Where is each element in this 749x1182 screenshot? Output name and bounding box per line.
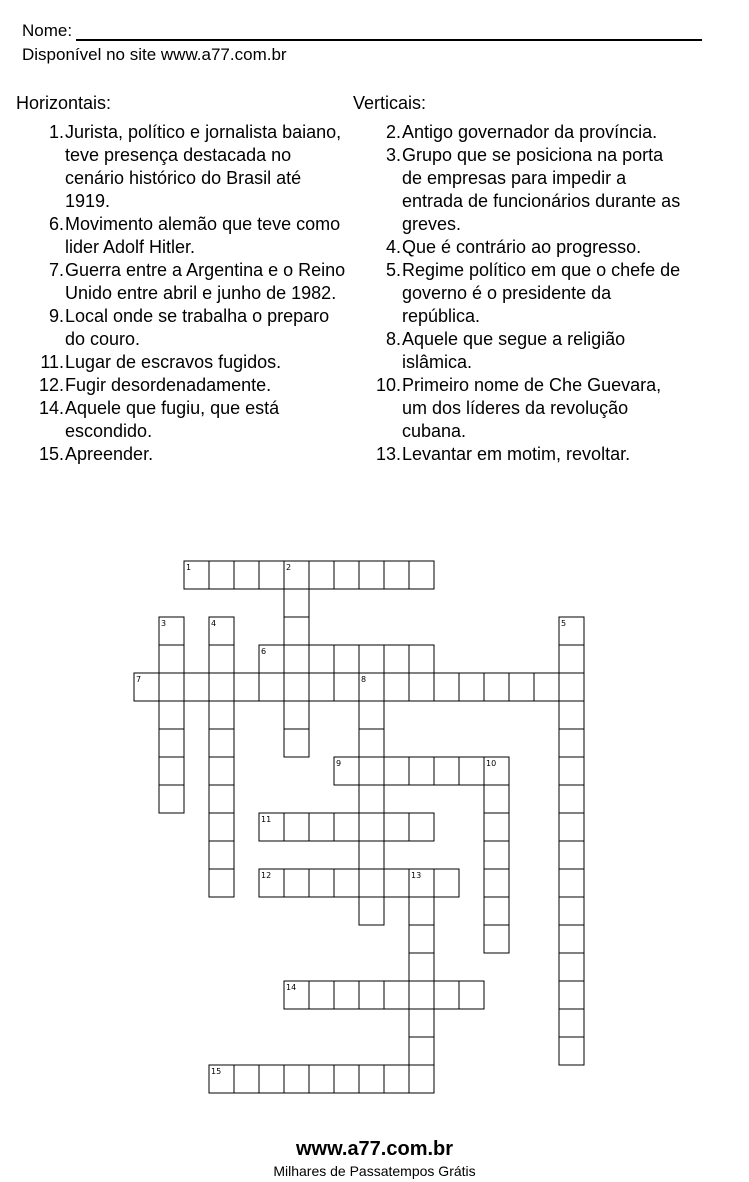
clue-number: 5. bbox=[385, 260, 401, 280]
grid-cell[interactable] bbox=[359, 785, 384, 813]
grid-cell[interactable] bbox=[409, 953, 434, 981]
grid-cell[interactable] bbox=[409, 1009, 434, 1037]
grid-cell[interactable] bbox=[559, 785, 584, 813]
horizontal-title: Horizontais: bbox=[16, 93, 112, 113]
grid-cell[interactable] bbox=[334, 757, 359, 785]
grid-cell[interactable] bbox=[209, 701, 234, 729]
grid-cell[interactable] bbox=[334, 1065, 359, 1093]
grid-cell[interactable] bbox=[284, 729, 309, 757]
grid-cell[interactable] bbox=[159, 757, 184, 785]
grid-cell[interactable] bbox=[559, 645, 584, 673]
grid-cell[interactable] bbox=[359, 841, 384, 869]
grid-cell[interactable] bbox=[259, 869, 284, 897]
grid-cell[interactable] bbox=[209, 1065, 234, 1093]
clue-horizontal-11 bbox=[16, 351, 346, 374]
grid-cell[interactable] bbox=[359, 757, 384, 785]
clue-horizontal-15 bbox=[16, 443, 346, 466]
grid-cell[interactable] bbox=[559, 981, 584, 1009]
clue-number: 15. bbox=[38, 444, 64, 464]
clue-vertical-3 bbox=[353, 144, 683, 236]
grid-cell[interactable] bbox=[509, 673, 534, 701]
grid-cell[interactable] bbox=[209, 813, 234, 841]
cell-number: 12 bbox=[261, 871, 272, 880]
cell-number: 2 bbox=[286, 563, 292, 572]
clue-number: 6. bbox=[48, 214, 64, 234]
grid-cell[interactable] bbox=[559, 841, 584, 869]
grid-cell[interactable] bbox=[134, 673, 159, 701]
grid-cell[interactable] bbox=[559, 617, 584, 645]
clue-number: 3. bbox=[385, 145, 401, 165]
grid-cell[interactable] bbox=[334, 673, 359, 701]
clue-number: 1. bbox=[48, 122, 64, 142]
grid-cell[interactable] bbox=[409, 925, 434, 953]
clue-number: 9. bbox=[48, 306, 64, 326]
grid-cell[interactable] bbox=[559, 1009, 584, 1037]
clue-text: Que é contrário ao progresso. bbox=[402, 237, 642, 257]
grid-cell[interactable] bbox=[284, 701, 309, 729]
grid-cell[interactable] bbox=[359, 981, 384, 1009]
clue-vertical-4 bbox=[353, 236, 683, 259]
grid-cell[interactable] bbox=[284, 561, 309, 589]
grid-cell[interactable] bbox=[284, 869, 309, 897]
grid-cell[interactable] bbox=[309, 981, 334, 1009]
grid-cell[interactable] bbox=[359, 645, 384, 673]
grid-cell[interactable] bbox=[334, 981, 359, 1009]
grid-cell[interactable] bbox=[309, 673, 334, 701]
grid-cell[interactable] bbox=[384, 981, 409, 1009]
grid-cell[interactable] bbox=[409, 869, 434, 897]
grid-cell[interactable] bbox=[284, 673, 309, 701]
grid-cell[interactable] bbox=[159, 701, 184, 729]
grid-cell[interactable] bbox=[284, 981, 309, 1009]
cell-number: 5 bbox=[561, 619, 567, 628]
grid-cell[interactable] bbox=[559, 1037, 584, 1065]
grid-cell[interactable] bbox=[334, 561, 359, 589]
clue-text: Grupo que se posiciona na porta de empresas para impedir a entrada de funcionários durante as greves. bbox=[402, 145, 681, 234]
grid-cell[interactable] bbox=[284, 589, 309, 617]
cell-number: 10 bbox=[486, 759, 497, 768]
grid-cell[interactable] bbox=[184, 673, 209, 701]
grid-cell[interactable] bbox=[484, 841, 509, 869]
grid-cell[interactable] bbox=[209, 757, 234, 785]
grid-cell[interactable] bbox=[309, 813, 334, 841]
clue-number: 4. bbox=[385, 237, 401, 257]
grid-cell[interactable] bbox=[559, 813, 584, 841]
vertical-title: Verticais: bbox=[353, 93, 427, 113]
name-label: Nome: bbox=[22, 21, 73, 40]
footer-tagline: Milhares de Passatempos Grátis bbox=[273, 1163, 476, 1179]
cell-number: 9 bbox=[336, 759, 342, 768]
grid-cell[interactable] bbox=[309, 561, 334, 589]
grid-cell[interactable] bbox=[234, 561, 259, 589]
grid-cell[interactable] bbox=[484, 813, 509, 841]
grid-cell[interactable] bbox=[384, 869, 409, 897]
grid-cell[interactable] bbox=[434, 673, 459, 701]
cell-number: 6 bbox=[261, 647, 267, 656]
grid-cell[interactable] bbox=[434, 869, 459, 897]
grid-cell[interactable] bbox=[559, 729, 584, 757]
grid-cell[interactable] bbox=[234, 1065, 259, 1093]
grid-cell[interactable] bbox=[384, 561, 409, 589]
grid-cell[interactable] bbox=[159, 729, 184, 757]
clue-text: Fugir desordenadamente. bbox=[65, 375, 272, 395]
clue-text: Guerra entre a Argentina e o Reino Unido entre abril e junho de 1982. bbox=[65, 260, 346, 303]
cell-number: 4 bbox=[211, 619, 217, 628]
clue-horizontal-6 bbox=[16, 213, 346, 259]
grid-cell[interactable] bbox=[559, 897, 584, 925]
grid-cell[interactable] bbox=[259, 645, 284, 673]
grid-cell[interactable] bbox=[209, 869, 234, 897]
grid-cell[interactable] bbox=[409, 757, 434, 785]
horizontal-clues bbox=[16, 92, 346, 466]
grid-cell[interactable] bbox=[159, 673, 184, 701]
grid-cell[interactable] bbox=[384, 673, 409, 701]
grid-cell[interactable] bbox=[434, 981, 459, 1009]
clue-text: Levantar em motim, revoltar. bbox=[402, 444, 631, 464]
grid-cell[interactable] bbox=[284, 617, 309, 645]
clue-vertical-8 bbox=[353, 328, 683, 374]
grid-cell[interactable] bbox=[409, 673, 434, 701]
clue-text: Movimento alemão que teve como lider Adolf Hitler. bbox=[65, 214, 341, 257]
clue-number: 2. bbox=[385, 122, 401, 142]
grid-cell[interactable] bbox=[209, 645, 234, 673]
grid-cell[interactable] bbox=[359, 813, 384, 841]
clue-text: Local onde se trabalha o preparo do couro. bbox=[65, 306, 330, 349]
clue-horizontal-1 bbox=[16, 121, 346, 213]
grid-cell[interactable] bbox=[409, 561, 434, 589]
grid-cell[interactable] bbox=[209, 673, 234, 701]
grid-cell[interactable] bbox=[484, 897, 509, 925]
grid-cell[interactable] bbox=[309, 1065, 334, 1093]
grid-cell[interactable] bbox=[309, 645, 334, 673]
grid-cell[interactable] bbox=[384, 645, 409, 673]
grid-cell[interactable] bbox=[209, 617, 234, 645]
grid-cell[interactable] bbox=[359, 561, 384, 589]
grid-cell[interactable] bbox=[559, 673, 584, 701]
cell-number: 11 bbox=[261, 815, 272, 824]
grid-cell[interactable] bbox=[259, 561, 284, 589]
name-input-line[interactable] bbox=[76, 23, 702, 41]
clue-text: Apreender. bbox=[65, 444, 154, 464]
grid-cell[interactable] bbox=[159, 645, 184, 673]
clue-vertical-13 bbox=[353, 443, 683, 466]
grid-cell[interactable] bbox=[409, 897, 434, 925]
grid-cell[interactable] bbox=[384, 813, 409, 841]
grid-cell[interactable] bbox=[284, 813, 309, 841]
grid-cell[interactable] bbox=[559, 869, 584, 897]
clue-text: Aquele que segue a religião islâmica. bbox=[402, 329, 626, 372]
footer-url: www.a77.com.br bbox=[295, 1138, 454, 1160]
cell-number: 3 bbox=[161, 619, 167, 628]
grid-cell[interactable] bbox=[384, 757, 409, 785]
clue-number: 8. bbox=[385, 329, 401, 349]
grid-cell[interactable] bbox=[259, 813, 284, 841]
grid-cell[interactable] bbox=[159, 617, 184, 645]
grid-cell[interactable] bbox=[334, 813, 359, 841]
grid-cell[interactable] bbox=[459, 757, 484, 785]
clue-horizontal-9 bbox=[16, 305, 346, 351]
clue-text: Primeiro nome de Che Guevara, um dos líderes da revolução cubana. bbox=[402, 375, 662, 441]
grid-cell[interactable] bbox=[384, 1065, 409, 1093]
grid-cell[interactable] bbox=[409, 813, 434, 841]
grid-cell[interactable] bbox=[434, 757, 459, 785]
grid-cell[interactable] bbox=[184, 561, 209, 589]
grid-cell[interactable] bbox=[209, 561, 234, 589]
horizontal-clue-list bbox=[16, 121, 346, 466]
grid-cell[interactable] bbox=[409, 981, 434, 1009]
clue-vertical-5 bbox=[353, 259, 683, 328]
grid-cell[interactable] bbox=[484, 757, 509, 785]
clue-number: 7. bbox=[48, 260, 64, 280]
clue-text: Regime político em que o chefe de governo é o presidente da república. bbox=[402, 260, 681, 326]
grid-cell[interactable] bbox=[359, 729, 384, 757]
grid-cell[interactable] bbox=[334, 645, 359, 673]
grid-cell[interactable] bbox=[484, 785, 509, 813]
grid-cell[interactable] bbox=[334, 869, 359, 897]
cell-number: 13 bbox=[411, 871, 422, 880]
grid-cell[interactable] bbox=[309, 869, 334, 897]
grid-cell[interactable] bbox=[359, 869, 384, 897]
grid-cell[interactable] bbox=[484, 925, 509, 953]
cell-number: 14 bbox=[286, 983, 297, 992]
grid-cell[interactable] bbox=[209, 729, 234, 757]
grid-cell[interactable] bbox=[284, 645, 309, 673]
grid-cell[interactable] bbox=[209, 785, 234, 813]
vertical-clue-list bbox=[353, 121, 683, 466]
grid-cell[interactable] bbox=[359, 1065, 384, 1093]
clue-horizontal-14 bbox=[16, 397, 346, 443]
clue-vertical-10 bbox=[353, 374, 683, 443]
clue-text: Aquele que fugiu, que está escondido. bbox=[65, 398, 280, 441]
clue-number: 11. bbox=[40, 352, 64, 372]
grid-cell[interactable] bbox=[559, 701, 584, 729]
cell-number: 8 bbox=[361, 675, 367, 684]
cell-number: 15 bbox=[211, 1067, 222, 1076]
grid-cell[interactable] bbox=[259, 673, 284, 701]
cell-number: 1 bbox=[186, 563, 192, 572]
grid-cell[interactable] bbox=[284, 1065, 309, 1093]
grid-cell[interactable] bbox=[359, 701, 384, 729]
grid-cell[interactable] bbox=[409, 1065, 434, 1093]
clue-vertical-2 bbox=[353, 121, 683, 144]
clue-text: Antigo governador da província. bbox=[402, 122, 658, 142]
grid-cell[interactable] bbox=[259, 1065, 284, 1093]
grid-cell[interactable] bbox=[459, 981, 484, 1009]
grid-cell[interactable] bbox=[534, 673, 559, 701]
grid-cell[interactable] bbox=[159, 785, 184, 813]
grid-cell[interactable] bbox=[459, 673, 484, 701]
clue-number: 14. bbox=[38, 398, 64, 418]
grid-cell[interactable] bbox=[359, 897, 384, 925]
grid-cell[interactable] bbox=[359, 673, 384, 701]
grid-cell[interactable] bbox=[484, 869, 509, 897]
clue-horizontal-12 bbox=[16, 374, 346, 397]
grid-cell[interactable] bbox=[559, 953, 584, 981]
clue-text: Lugar de escravos fugidos. bbox=[65, 352, 282, 372]
site-text: Disponível no site www.a77.com.br bbox=[22, 45, 287, 64]
cell-number: 7 bbox=[136, 675, 142, 684]
grid-cell[interactable] bbox=[484, 673, 509, 701]
clue-text: Jurista, político e jornalista baiano, teve presença destacada no cenário histórico do Brasil até 1919. bbox=[65, 122, 342, 211]
clue-number: 12. bbox=[38, 375, 64, 395]
grid-cell[interactable] bbox=[209, 841, 234, 869]
grid-cell[interactable] bbox=[559, 925, 584, 953]
vertical-clues bbox=[353, 92, 683, 466]
grid-cell[interactable] bbox=[559, 757, 584, 785]
clue-number: 10. bbox=[375, 375, 401, 395]
grid-cell[interactable] bbox=[409, 1037, 434, 1065]
grid-cell[interactable] bbox=[234, 673, 259, 701]
clue-horizontal-7 bbox=[16, 259, 346, 305]
grid-cell[interactable] bbox=[409, 645, 434, 673]
clue-number: 13. bbox=[375, 444, 401, 464]
name-row bbox=[22, 21, 702, 41]
